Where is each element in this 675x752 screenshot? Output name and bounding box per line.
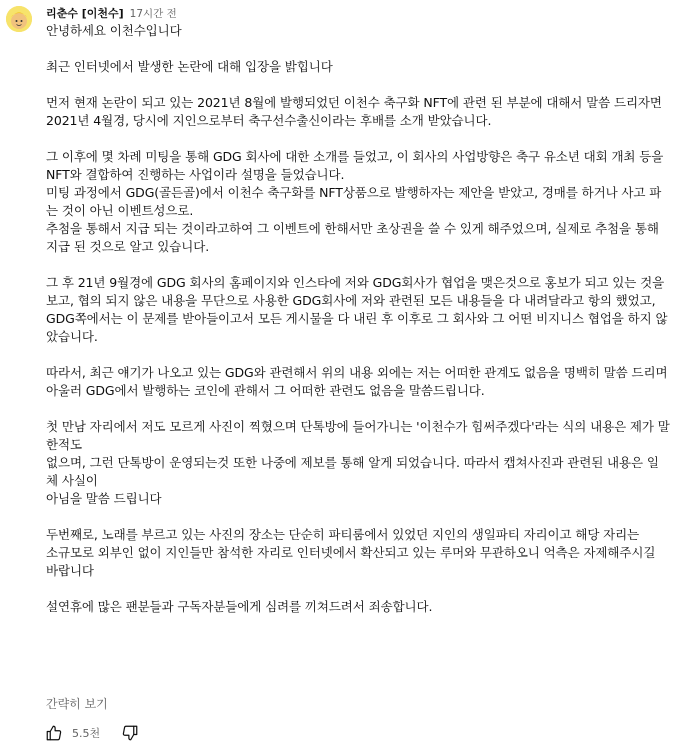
comment-line: 2021년 4월경, 당시에 지인으로부터 축구선수출신이라는 후배를 소개 받았습니다. bbox=[46, 113, 492, 128]
comment-paragraph bbox=[46, 418, 670, 508]
comment-paragraph bbox=[46, 58, 670, 76]
comment-line: GDG쪽에서는 이 문제를 받아들이고서 모든 게시물을 다 내린 후 이후로 그 회사와 그 어떤 비지니스 협업을 하지 않았습니다. bbox=[46, 311, 668, 344]
comment-line: 최근 인터넷에서 발생한 논란에 대해 입장을 밝힙니다 bbox=[46, 59, 333, 74]
thumbs-down-icon[interactable] bbox=[120, 723, 140, 743]
comment-line: 아님을 말씀 드립니다 bbox=[46, 491, 162, 506]
comment-line: 첫 만남 자리에서 저도 모르게 사진이 찍혔으며 단톡방에 들어가니는 '이천수가 힘써주겠다'라는 식의 내용은 제가 말한적도 bbox=[46, 419, 670, 452]
comment-line: 추첨을 통해서 지급 되는 것이라고하여 그 이벤트에 한해서만 초상권을 쓸 수 있게 해주었으며, 실제로 추첨을 통해 지급 된 것으로 알고 있습니다. bbox=[46, 221, 659, 254]
comment-paragraph bbox=[46, 274, 670, 346]
show-less-button[interactable]: 간략히 보기 bbox=[46, 697, 108, 711]
comment-paragraph bbox=[46, 94, 670, 130]
comment-line: 소규모로 외부인 없이 지인들만 참석한 자리로 인터넷에서 확산되고 있는 루머와 무관하오니 억측은 자제해주시길 바랍니다 bbox=[46, 545, 656, 578]
comment-line: 두번째로, 노래를 부르고 있는 사진의 장소는 단순히 파티룸에서 있었던 지인의 생일파티 자리이고 해당 자리는 bbox=[46, 527, 640, 542]
comment-paragraph bbox=[46, 148, 670, 256]
comment-line: 그 후 21년 9월경에 GDG 회사의 홈페이지와 인스타에 저와 GDG회사가 협업을 맺은것으로 홍보가 되고 있는 것을 bbox=[46, 275, 665, 290]
thumbs-up-icon[interactable] bbox=[44, 723, 64, 743]
comment-paragraph bbox=[46, 598, 670, 616]
avatar[interactable] bbox=[6, 6, 32, 32]
comment-header bbox=[46, 5, 177, 21]
comment-paragraph bbox=[46, 526, 670, 580]
comment-line: 없으며, 그런 단톡방이 운영되는것 또한 나중에 제보를 통해 알게 되었습니다. 따라서 캡쳐사진과 관련된 내용은 일체 사실이 bbox=[46, 455, 659, 488]
comment-paragraph bbox=[46, 22, 670, 40]
comment-line: 설연휴에 많은 팬분들과 구독자분들에게 심려를 끼쳐드려서 죄송합니다. bbox=[46, 599, 433, 614]
comment-line: 안녕하세요 이천수입니다 bbox=[46, 23, 182, 38]
comment-timestamp[interactable]: 17시간 전 bbox=[129, 8, 177, 20]
comment-actions bbox=[44, 722, 140, 744]
like-count: 5.5천 bbox=[72, 727, 101, 740]
comment-line: 따라서, 최근 얘기가 나오고 있는 GDG와 관련해서 위의 내용 외에는 저는 어떠한 관계도 없음을 명백히 말씀 드리며 아울러 GDG에서 발행하는 코인에 관해서 그 어떠한 관련도 없음을 말씀드립니다. bbox=[46, 365, 668, 398]
comment-line: 미팅 과정에서 GDG(골든골)에서 이천수 축구화를 NFT상품으로 발행하자는 제안을 받았고, 경매를 하거나 사고 파는 것이 아닌 이벤트성으로. bbox=[46, 185, 662, 218]
comment-line: 먼저 현재 논란이 되고 있는 2021년 8월에 발행되었던 이천수 축구화 NFT에 관련 된 부분에 대해서 말씀 드리자면 bbox=[46, 95, 662, 110]
comment-line: 그 이후에 몇 차례 미팅을 통해 GDG 회사에 대한 소개를 들었고, 이 회사의 사업방향은 축구 유소년 대회 개최 등을 NFT와 결합하여 진행하는 사업이라 설명을 들었습니다. bbox=[46, 149, 664, 182]
comment-body bbox=[46, 22, 670, 634]
comment-line: 보고, 협의 되지 않은 내용을 무단으로 사용한 GDG회사에 저와 관련된 모든 내용들을 다 내려달라고 항의 했었고, bbox=[46, 293, 656, 308]
comment-paragraph bbox=[46, 364, 670, 400]
avatar-image bbox=[6, 6, 32, 32]
comment-author[interactable]: 리춘수 [이천수] bbox=[46, 7, 124, 20]
